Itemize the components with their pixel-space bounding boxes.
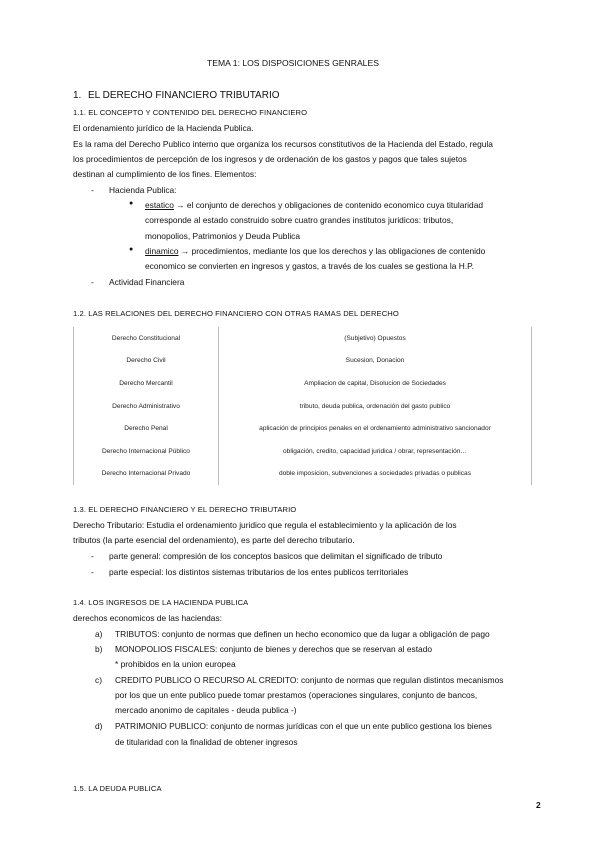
list-item-line: de titularidad con la finalidad de obtener ingresos (115, 737, 298, 747)
list-item: parte general: compresión de los conceptos basicos que delimitan el significado de tributo (109, 551, 443, 561)
section-1-4-lead: derechos economicos de las haciendas: (73, 613, 222, 623)
section-1-1-lead: El ordenamiento jurídico de la Hacienda Publica. (73, 123, 254, 133)
page-number: 2 (536, 800, 541, 810)
table-cell: Derecho Mercantil (74, 372, 219, 395)
list-item: TRIBUTOS: conjunto de normas que definen un hecho economico que da lugar a obligación de pago (115, 629, 490, 639)
table-cell: aplicación de principios penales en el ordenamiento administrativo sancionador (219, 417, 532, 440)
table-cell: tributo, deuda publica, ordenación del gasto publico (219, 395, 532, 418)
table-cell: Derecho Administrativo (74, 395, 219, 418)
table-cell: Derecho Penal (74, 417, 219, 440)
table-row (74, 350, 532, 373)
list-item-note: * prohibidos en la union europea (115, 659, 236, 669)
list-item: parte especial: los distintos sistemas tributarios de los entes publicos territoriales (109, 567, 409, 577)
paragraph-line: destinan al cumplimiento de los fines. Elementos: (73, 169, 257, 179)
list-item-line: mercado anonimo de capitales - deuda publica -) (115, 705, 297, 715)
table-cell: Derecho Internacional Público (74, 440, 219, 463)
list-item: MONOPOLIOS FISCALES: conjunto de bienes y derechos que se reservan al estado (115, 644, 433, 654)
section-1-2-heading: 1.2. LAS RELACIONES DEL DERECHO FINANCIERO CON OTRAS RAMAS DEL DERECHO (73, 309, 399, 318)
document-title: TEMA 1: LOS DISPOSICIONES GENRALES (207, 58, 379, 68)
table-row (74, 440, 532, 463)
sub-list-item: estatico → el conjunto de derechos y obligaciones de contenido economico cuya titularidad (145, 200, 484, 210)
sub-list-line: economico se convierten en ingresos y gastos, a través de los cuales se gestiona la H.P. (145, 261, 474, 271)
list-item: CREDITO PUBLICO O RECURSO AL CREDITO: conjunto de normas que regulan distintos mecanismos (115, 675, 504, 685)
table-cell: doble imposicion, subvenciones a sociedades privadas o publicas (219, 463, 532, 486)
section-1-4-heading: 1.4. LOS INGRESOS DE LA HACIENDA PUBLICA (73, 598, 249, 607)
paragraph-line: Derecho Tributario: Estudia el ordenamiento juridico que regula el establecimiento y la aplicación de los (73, 520, 457, 530)
table-cell: obligación, credito, capacidad juridica / obrar, representación… (219, 440, 532, 463)
table-cell: Sucesion, Donacion (219, 350, 532, 373)
bullet-icon: ● (129, 200, 134, 207)
paragraph-line: los procedimientos de percepción de los ingresos y de ordenación de los gastos y pagos que tales sujetos (73, 154, 467, 164)
table-cell: (Subjetivo) Opuestos (219, 327, 532, 350)
table-cell: Derecho Civil (74, 350, 219, 373)
table-row (74, 395, 532, 418)
list-item-line: por los que un ente publico puede tomar prestamos (operaciones singulares, conjunto de bancos, (115, 690, 478, 700)
dinamico-term: dinamico (145, 246, 179, 256)
estatico-term: estatico (145, 200, 174, 210)
paragraph-line: tributos (la parte esencial del ordenamiento), es parte del derecho tributario. (73, 535, 355, 545)
section-1-number: 1. (73, 90, 82, 101)
list-marker: a) (95, 629, 103, 639)
sub-list-item: dinamico → procedimientos, mediante los que los derechos y las obligaciones de contenido (145, 246, 486, 256)
section-1-title: EL DERECHO FINANCIERO TRIBUTARIO (88, 90, 280, 101)
section-1-1-heading: 1.1. EL CONCEPTO Y CONTENIDO DEL DERECHO FINANCIERO (73, 108, 308, 117)
table-cell: Derecho Constitucional (74, 327, 219, 350)
list-marker: c) (95, 675, 102, 685)
dash-marker: - (91, 277, 94, 287)
table-row (74, 372, 532, 395)
table-row (74, 417, 532, 440)
list-marker: d) (95, 721, 103, 731)
list-item: Actividad Financiera (109, 277, 185, 287)
bullet-icon: ● (129, 246, 134, 253)
section-1-3-heading: 1.3. EL DERECHO FINANCIERO Y EL DERECHO TRIBUTARIO (73, 505, 297, 514)
table-row (74, 463, 532, 486)
section-1-5-heading: 1.5. LA DEUDA PUBLICA (73, 784, 162, 793)
dash-marker: - (91, 567, 94, 577)
table-cell: Ampliacion de capital, Disolucion de Sociedades (219, 372, 532, 395)
sub-list-line: monopolios, Patrimonios y Deuda Publica (145, 231, 301, 241)
list-item: PATRIMONIO PUBLICO: conjunto de normas jurídicas con el que un ente publico gestiona los bienes (115, 721, 492, 731)
table-row (74, 327, 532, 350)
relations-table (73, 327, 532, 485)
dash-marker: - (91, 551, 94, 561)
table-cell: Derecho Internacional Privado (74, 463, 219, 486)
paragraph-line: Es la rama del Derecho Publico interno que organiza los recursos constitutivos de la Hacienda del Estado, regula (73, 139, 493, 149)
list-item: Hacienda Publica: (109, 185, 177, 195)
sub-list-line: corresponde al estado construido sobre cuatro grandes institutos juridicos: tributos, (145, 215, 454, 225)
list-marker: b) (95, 644, 103, 654)
dash-marker: - (91, 185, 94, 195)
